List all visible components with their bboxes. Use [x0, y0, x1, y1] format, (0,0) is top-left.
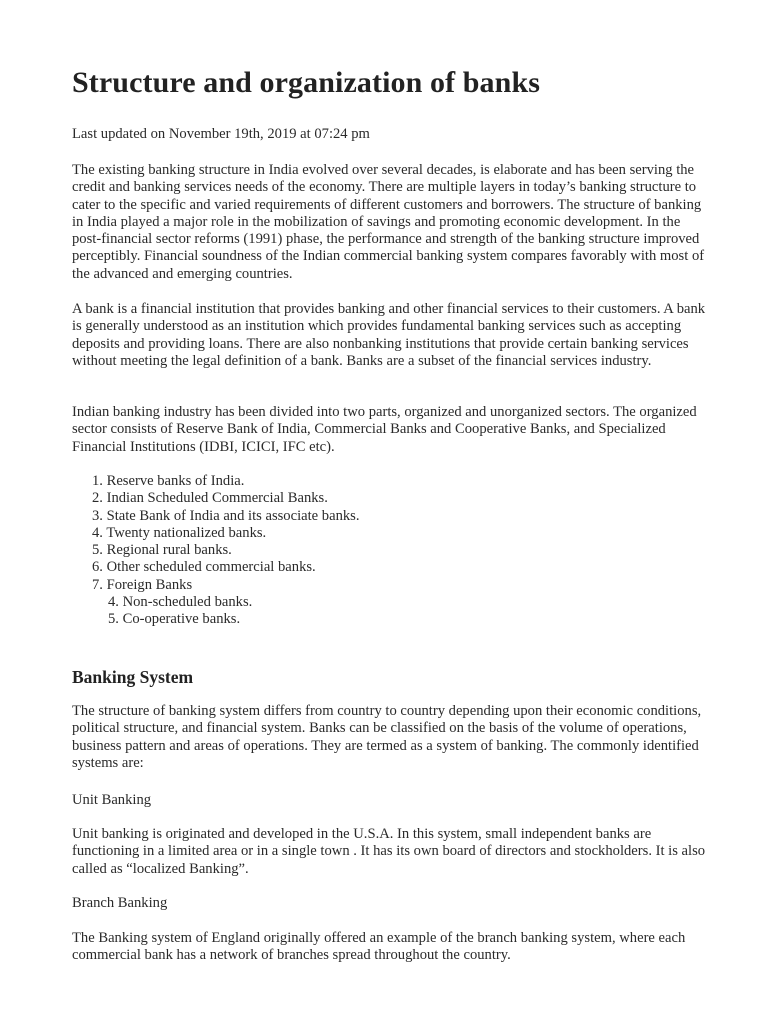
- list-item: 3. State Bank of India and its associate banks.: [92, 507, 360, 524]
- list-item: 4. Non-scheduled banks.: [108, 594, 253, 611]
- section-paragraph-unit-banking: Unit banking is originated and developed in the U.S.A. In this system, small independent banks are functioning in a limited area or in a single town . It has its own board of directors and stockholders. It is also called as “localized Banking”.: [72, 826, 706, 877]
- section-paragraph-branch-banking: The Banking system of England originally offered an example of the branch banking system, where each commercial bank has a network of branches spread throughout the country.: [72, 930, 686, 964]
- bank-types-list: [72, 473, 360, 629]
- page-title: Structure and organization of banks: [72, 66, 541, 99]
- list-item: 5. Co-operative banks.: [108, 611, 241, 628]
- list-item: 6. Other scheduled commercial banks.: [92, 559, 316, 576]
- last-updated-text: Last updated on November 19th, 2019 at 07:24 pm: [72, 126, 370, 142]
- intro-paragraph-3: Indian banking industry has been divided into two parts, organized and unorganized sectors. The organized sector consists of Reserve Bank of India, Commercial Banks and Cooperative Banks, and Specialized Financial Institutions (IDBI, ICICI, IFC etc).: [72, 404, 697, 455]
- subheading-unit-banking: Unit Banking: [72, 792, 152, 808]
- section-heading: Banking System: [72, 667, 194, 687]
- list-item: 4. Twenty nationalized banks.: [92, 524, 267, 541]
- list-item: 1. Reserve banks of India.: [92, 473, 245, 489]
- intro-paragraph-2: A bank is a financial institution that provides banking and other financial services to their customers. A bank is generally understood as an institution which provides fundamental banking services such as accepting deposits and providing loans. There are also nonbanking institutions that provide certain banking services without meeting the legal definition of a bank. Banks are a subset of the financial services industry.: [72, 301, 706, 369]
- section-paragraph-1: The structure of banking system differs from country to country depending upon their economic conditions, political structure, and financial system. Banks can be classified on the basis of the volume of operations, business pattern and areas of operations. They are termed as a system of banking. The commonly identified systems are:: [72, 703, 702, 771]
- list-item: 5. Regional rural banks.: [92, 542, 232, 559]
- intro-paragraph-1: The existing banking structure in India evolved over several decades, is elaborate and has been serving the credit and banking services needs of the economy. There are multiple layers in today’s banking structure to cater to the specific and varied requirements of different customers and borrowers. The structure of banking in India played a major role in the mobilization of savings and promoting economic development. In the post-financial sector reforms (1991) phase, the performance and strength of the banking structure improved perceptibly. Financial soundness of the Indian commercial banking system compares favorably with most of the advanced and emerging countries.: [72, 162, 705, 282]
- subheading-branch-banking: Branch Banking: [72, 895, 168, 911]
- list-item: 2. Indian Scheduled Commercial Banks.: [92, 490, 328, 507]
- list-item: 7. Foreign Banks: [92, 576, 193, 593]
